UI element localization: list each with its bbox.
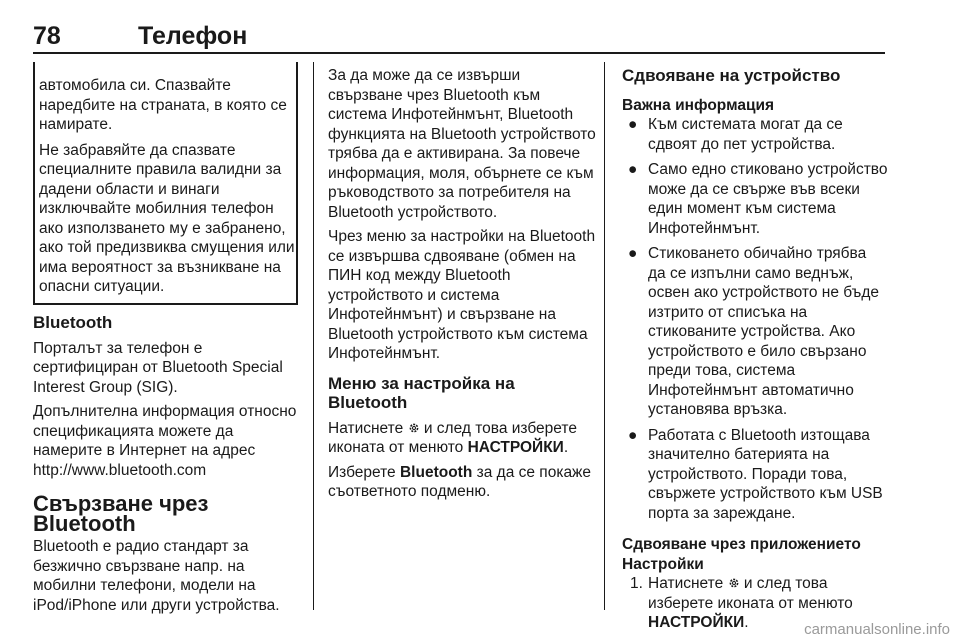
header-rule [33, 52, 885, 54]
column-1-text [33, 313, 298, 620]
pairing-heading: Сдвояване на устройство [622, 66, 841, 85]
bluetooth-para-1: Порталът за телефон е сертифициран от Bluetooth Special Interest Group (SIG). [33, 339, 283, 396]
important-heading: Важна информация [622, 96, 775, 114]
warning-box [33, 62, 298, 305]
bluetooth-heading: Bluetooth [33, 313, 113, 332]
list-item: ● Работата с Bluetooth изтощава значително батерията на устройството. Поради това, свържете устройството към USB порта за зареждане. [628, 426, 883, 522]
page-title: Телефон [138, 22, 248, 50]
column-divider-1 [313, 62, 314, 610]
col2-para-1: За да може да се извърши свързване чрез Bluetooth към система Инфотейнмънт, Bluetooth функцията на Bluetooth устройството трябва да е активирана. За повече информация, моля, обърнете се към ръководството за потребителя на Bluetooth устройството. [328, 67, 596, 221]
warning-text-1: автомобила си. Спазвайте наредбите на страната, в която се намирате. [39, 77, 287, 133]
important-list [622, 115, 888, 523]
column-2-text [328, 66, 598, 507]
settings-menu-label: НАСТРОЙКИ [467, 439, 564, 456]
warning-text-2: Не забравяйте да спазвате специалните правила валидни за дадени области и винаги изключвайте мобилния телефон ако използването му е забранено, ако той предизвиква смущения или има вероятност за възникване на опасни ситуации. [39, 141, 295, 295]
col2-para-2: Чрез меню за настройки на Bluetooth се извършва сдвояване (обмен на ПИН код между Bluetooth устройството и система Инфотейнмънт) и свързване на Bluetooth устройството към система Инфотейнмънт. [328, 228, 596, 362]
menu-heading: Меню за настройка на Bluetooth [328, 373, 515, 412]
list-item: ● Към системата могат да се сдвоят до пет устройства. [628, 116, 843, 153]
col2-para-4: Изберете Bluetooth за да се покаже съответното подменю. [328, 463, 592, 500]
bluetooth-menu-label: Bluetooth [399, 463, 473, 481]
list-item: ● Стиковането обичайно трябва да се изпълни само веднъж, освен ако устройството не бъде изтрито от списъка на стикованите устройства. Ако устройството е било свързано преди това, система Инфотейнмънт автоматично установява връзка. [628, 245, 879, 418]
settings-gear-icon [408, 422, 420, 434]
app-pairing-heading: Сдвояване чрез приложението Настройки [622, 536, 861, 573]
col2-para-3: Натиснете и след това изберете иконата от менюто НАСТРОЙКИ. [328, 419, 577, 456]
list-item: ● Само едно стиковано устройство може да се свърже във всеки един момент към система Инфотейнмънт. [628, 161, 888, 237]
watermark: carmanualsonline.info [804, 621, 950, 638]
page-header [33, 22, 885, 56]
settings-menu-label: НАСТРОЙКИ [648, 614, 745, 631]
settings-gear-icon [728, 577, 740, 589]
column-3-text [622, 66, 888, 633]
connect-para-1: Bluetooth е радио стандарт за безжично свързване напр. на мобилни телефони, модели на iPod/iPhone или други устройства. [33, 538, 280, 614]
connect-heading: Свързване чрез Bluetooth [33, 491, 209, 536]
page-number: 78 [33, 22, 61, 50]
bluetooth-para-2: Допълнителна информация относно спецификацията можете да намерите в Интернет на адрес http://www.bluetooth.com [33, 403, 297, 479]
column-divider-2 [604, 62, 605, 610]
step-item: 1. Натиснете и след това изберете иконата от менюто НАСТРОЙКИ. [630, 575, 853, 631]
